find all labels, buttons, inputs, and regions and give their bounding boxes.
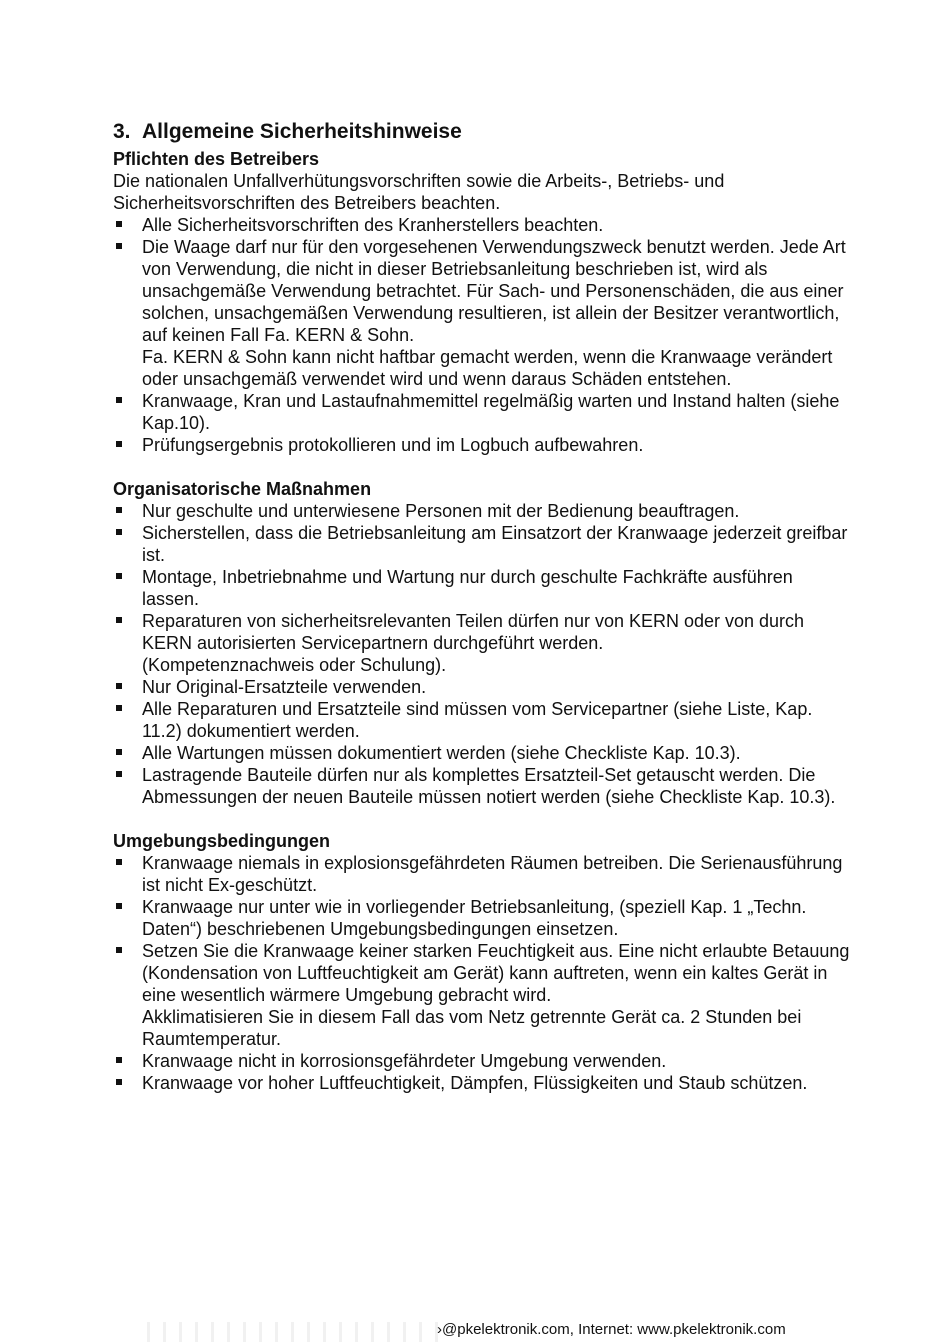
- list-item: [113, 522, 853, 566]
- list-item: [113, 764, 853, 808]
- list-item: [113, 610, 853, 676]
- list-item-text: Fa. KERN & Sohn kann nicht haftbar gemacht werden, wenn die Kranwaage verändert oder unsachgemäß verwendet wird und wenn daraus Schäden entstehen.: [142, 347, 833, 389]
- list-item-text: Lastragende Bauteile dürfen nur als komplettes Ersatzteil-Set getauscht werden. Die Abmessungen der neuen Bauteile müssen notiert werden (siehe Checkliste Kap. 10.3).: [142, 765, 836, 807]
- list-item-text: Nur geschulte und unterwiesene Personen mit der Bedienung beauftragen.: [142, 501, 740, 521]
- heading-organisation: Organisatorische Maßnahmen: [113, 479, 372, 499]
- section-title: [113, 118, 853, 146]
- list-item: [113, 214, 853, 236]
- list-item-text: Kranwaage vor hoher Luftfeuchtigkeit, Dämpfen, Flüssigkeiten und Staub schützen.: [142, 1073, 808, 1093]
- list-item-text: Die Waage darf nur für den vorgesehenen Verwendungszweck benutzt werden. Jede Art von Verwendung, die nicht in dieser Betriebsanleitung beschrieben ist, wird als unsachgemäße Verwendung betrachtet. Für Sach- und Personenschäden, die aus einer solchen, unsachgemäßen Verwendung resultieren, ist allein der Besitzer verantwortlich, auf keinen Fall Fa. KERN & Sohn.: [142, 237, 846, 345]
- section-title-text: Allgemeine Sicherheitshinweise: [142, 120, 462, 143]
- list-item-text: Montage, Inbetriebnahme und Wartung nur durch geschulte Fachkräfte ausführen lassen.: [142, 567, 793, 609]
- footer-scan-artifact: [140, 1322, 440, 1342]
- list-item: [113, 236, 853, 390]
- list-item-text: Kranwaage nicht in korrosionsgefährdeter Umgebung verwenden.: [142, 1051, 667, 1071]
- list-item: [113, 940, 853, 1050]
- heading-betreiber: Pflichten des Betreibers: [113, 149, 320, 169]
- list-item-text: Setzen Sie die Kranwaage keiner starken Feuchtigkeit aus. Eine nicht erlaubte Betauung (Kondensation von Luftfeuchtigkeit am Gerät) kann auftreten, wenn ein kaltes Gerät in eine wesentlich wärmere Umgebung gebracht wird.: [142, 941, 850, 1005]
- list-item: [113, 698, 853, 742]
- list-item-text: Nur Original-Ersatzteile verwenden.: [142, 677, 427, 697]
- list-item: [113, 742, 853, 764]
- umgebung-list: [113, 852, 853, 1094]
- page-footer: [0, 1316, 950, 1344]
- list-item-text: Kranwaage, Kran und Lastaufnahmemittel regelmäßig warten und Instand halten (siehe Kap.10).: [142, 391, 840, 433]
- betreiber-list: [113, 214, 853, 456]
- list-item-text: Alle Wartungen müssen dokumentiert werden (siehe Checkliste Kap. 10.3).: [142, 743, 741, 763]
- list-item: [113, 852, 853, 896]
- list-item-text: Alle Sicherheitsvorschriften des Kranherstellers beachten.: [142, 215, 604, 235]
- list-item: [113, 500, 853, 522]
- list-item: [113, 896, 853, 940]
- heading-umgebung: Umgebungsbedingungen: [113, 831, 330, 851]
- list-item-text: (Kompetenznachweis oder Schulung).: [142, 655, 447, 675]
- organisation-list: [113, 500, 853, 808]
- betreiber-intro: Die nationalen Unfallverhütungsvorschriften sowie die Arbeits-, Betriebs- und Sicherheitsvorschriften des Betreibers beachten.: [113, 171, 725, 213]
- document-page: [113, 118, 853, 1094]
- list-item-text: Kranwaage nur unter wie in vorliegender Betriebsanleitung, (speziell Kap. 1 „Techn. Daten“) beschriebenen Umgebungsbedingungen einsetzen.: [142, 897, 807, 939]
- list-item-text: Sicherstellen, dass die Betriebsanleitung am Einsatzort der Kranwaage jederzeit greifbar ist.: [142, 523, 848, 565]
- list-item: [113, 566, 853, 610]
- list-item: [113, 676, 853, 698]
- list-item: [113, 1050, 853, 1072]
- section-number: 3.: [113, 120, 131, 143]
- list-item-text: Reparaturen von sicherheitsrelevanten Teilen dürfen nur von KERN oder von durch KERN autorisierten Servicepartnern durchgeführt werden.: [142, 611, 805, 653]
- footer-contact: ›@pkelektronik.com, Internet: www.pkelektronik.com: [437, 1321, 786, 1338]
- list-item-text: Kranwaage niemals in explosionsgefährdeten Räumen betreiben. Die Serienausführung ist nicht Ex-geschützt.: [142, 853, 843, 895]
- list-item: [113, 1072, 853, 1094]
- list-item-text: Alle Reparaturen und Ersatzteile sind müssen vom Servicepartner (siehe Liste, Kap. 11.2) dokumentiert werden.: [142, 699, 813, 741]
- list-item: [113, 390, 853, 434]
- list-item: [113, 434, 853, 456]
- list-item-text: Prüfungsergebnis protokollieren und im Logbuch aufbewahren.: [142, 435, 644, 455]
- list-item-text: Akklimatisieren Sie in diesem Fall das vom Netz getrennte Gerät ca. 2 Stunden bei Raumtemperatur.: [142, 1007, 802, 1049]
